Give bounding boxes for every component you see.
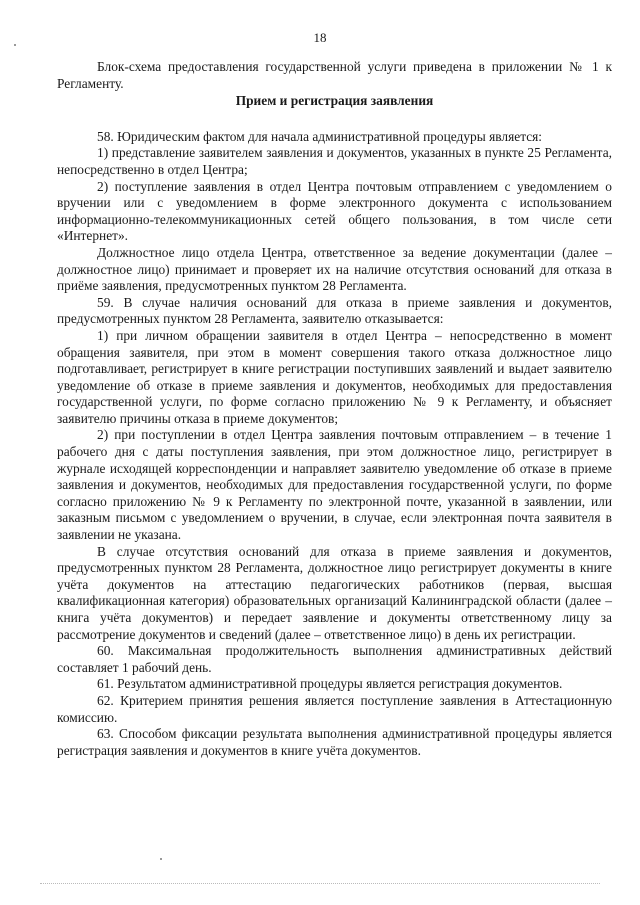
paragraph-no-grounds: В случае отсутствия оснований для отказа в приеме заявления и документов, предусмотренных пунктом 28 Регламента, должностное лицо регистрирует документы в книге учёта документов на аттестацию педагогических работников (первая, высшая квалификационная категория) образовательных организаций Калининградской области (далее – книга учёта документов) и передает заявление и документы ответственному лицу за рассмотрение документов и сведений (далее – ответственное лицо) в день их регистрации. <box>57 543 612 642</box>
paragraph-59: 59. В случае наличия оснований для отказа в приеме заявления и документов, предусмотренных пунктом 28 Регламента, заявителю отказывается: <box>57 294 612 327</box>
scan-artifact-dot <box>160 858 162 860</box>
paragraph-59-item-2: 2) при поступлении в отдел Центра заявления почтовым отправлением – в течение 1 рабочего дня с даты поступления заявления, при этом должностное лицо, регистрирует в журнале исходящей корреспонденции и направляет заявителю уведомление об отказе в приеме заявления и документов, необходимых для предоставления государственной услуги, по форме согласно приложению № 9 к Регламенту по электронной почте, указанной в заявлении, или заказным письмом с уведомлением о вручении, в случае, если электронная почта заявителя в заявлении не указана. <box>57 427 612 543</box>
paragraph-flowchart-reference: Блок-схема предоставления государственной услуги приведена в приложении № 1 к Регламенту. <box>57 59 612 91</box>
page-number: 18 <box>313 30 327 45</box>
paragraph-61: 61. Результатом административной процедуры является регистрация документов. <box>97 676 563 692</box>
paragraph-58-item-2: 2) поступление заявления в отдел Центра почтовым отправлением с уведомлением о вручении или с уведомлением в форме электронного документа с использованием информационно-телекоммуникационных сетей общего пользования, в том числе сети «Интернет». <box>57 178 612 244</box>
scan-artifact-dot <box>14 44 16 46</box>
paragraph-58: 58. Юридическим фактом для начала административной процедуры является: <box>97 128 543 144</box>
paragraph-58-item-1: 1) представление заявителем заявления и документов, указанных в пункте 25 Регламента, непосредственно в отдел Центра; <box>57 145 612 177</box>
paragraph-63: 63. Способом фиксации результата выполнения административной процедуры является регистрация заявления и документов в книге учёта документов. <box>57 726 612 758</box>
paragraph-62: 62. Критерием принятия решения является поступление заявления в Аттестационную комиссию. <box>57 692 612 725</box>
scan-artifact-line <box>40 883 600 887</box>
paragraph-responsible-official: Должностное лицо отдела Центра, ответственное за ведение документации (далее – должностное лицо) принимает и проверяет их на наличие отсутствия оснований для отказа в приёме заявления, предусмотренных пунктом 28 Регламента. <box>57 244 612 294</box>
paragraph-59-item-1: 1) при личном обращении заявителя в отдел Центра – непосредственно в момент обращения заявителя, при этом в момент совершения такого отказа должностное лицо подготавливает, регистрирует в книге регистрации поступивших заявлений и выдает заявителю уведомление об отказе в приеме заявления и документов, необходимых для предоставления государственной услуги, по форме согласно приложению № 9 к Регламенту, и объясняет заявителю причины отказа в приеме документов; <box>57 327 612 426</box>
section-heading: Прием и регистрация заявления <box>235 93 434 109</box>
document-body <box>57 59 612 759</box>
paragraph-60: 60. Максимальная продолжительность выполнения административных действий составляет 1 рабочий день. <box>57 643 612 675</box>
